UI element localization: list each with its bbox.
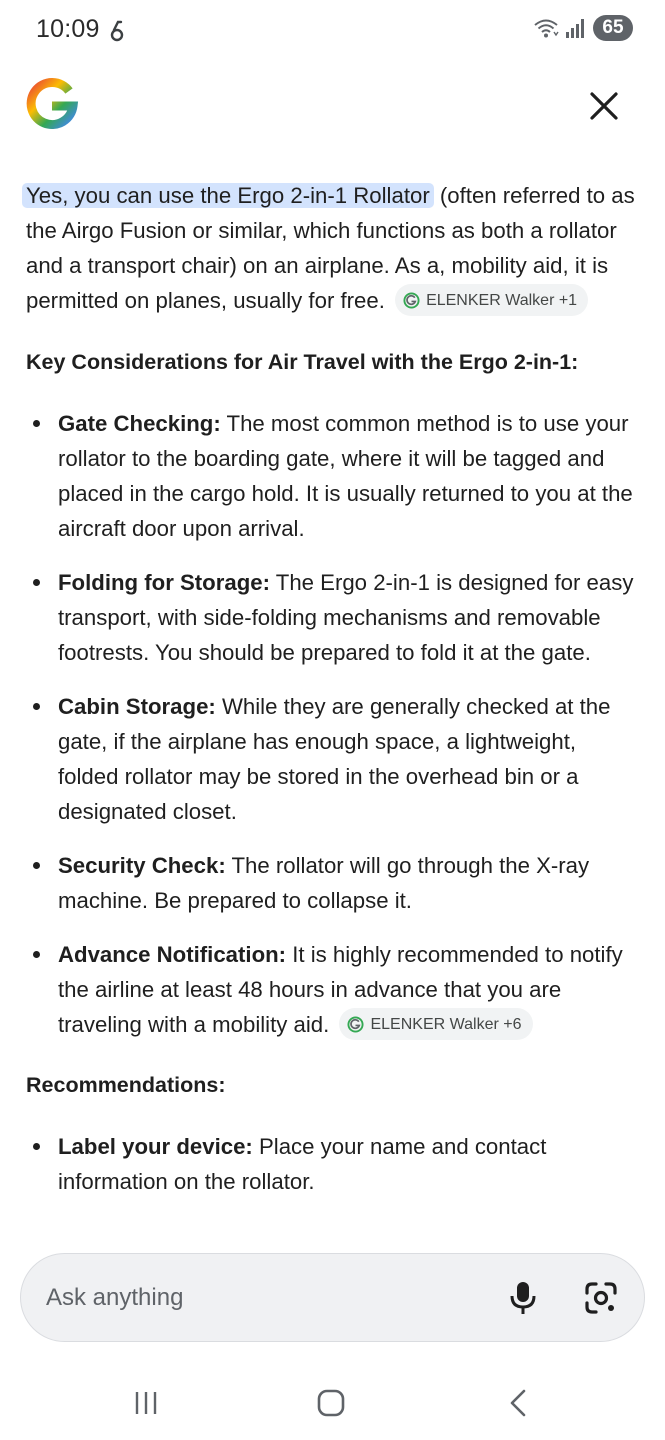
- mic-icon: [510, 1281, 536, 1315]
- section-heading: Key Considerations for Air Travel with the Ergo 2-in-1:: [26, 350, 579, 375]
- item-term: Label your device:: [58, 1134, 253, 1160]
- google-logo: [24, 76, 80, 132]
- ask-input[interactable]: Ask anything: [46, 1284, 184, 1311]
- item-text: While they are generally checked at the gate, if the airplane has enough space, a lightweight, folded rollator may be stored in the overhead bin or a designated closet.: [58, 694, 611, 825]
- item-text: The most common method is to use your rollator to the boarding gate, where it will be tagged and placed in the cargo hold. It is usually returned to you at the aircraft door upon arrival.: [58, 411, 633, 542]
- back-button[interactable]: [490, 1380, 546, 1426]
- item-term: Folding for Storage:: [58, 570, 270, 596]
- list-item: [26, 406, 640, 546]
- item-term: Advance Notification:: [58, 942, 287, 968]
- intro-text: (often referred to as the Airgo Fusion or similar, which functions as both a rollator and a transport chair) on an airplane. As a, mobility aid, it is permitted on planes, usually for free.: [26, 183, 635, 313]
- status-time: 10:09: [36, 15, 100, 43]
- item-text: The Ergo 2-in-1 is designed for easy transport, with side-folding mechanisms and removable footrests. You should be prepared to fold it at the gate.: [58, 570, 634, 666]
- answer-content: [26, 178, 640, 1218]
- lens-button[interactable]: [579, 1276, 623, 1320]
- mic-button[interactable]: [501, 1276, 545, 1320]
- considerations-list: [26, 406, 640, 1042]
- home-button[interactable]: [303, 1380, 359, 1426]
- intro-paragraph: [26, 178, 640, 318]
- source-chip[interactable]: [339, 1008, 532, 1040]
- recent-apps-button[interactable]: [118, 1380, 174, 1426]
- back-icon: [506, 1388, 530, 1418]
- list-item: [26, 689, 640, 829]
- item-text: It is highly recommended to notify the airline at least 48 hours in advance that you are traveling with a mobility aid.: [58, 942, 623, 1038]
- home-icon: [316, 1388, 346, 1418]
- nav-bar: [0, 1360, 665, 1440]
- status-bar: [0, 0, 665, 62]
- app-header: [0, 62, 665, 152]
- signal-icon: [565, 17, 587, 39]
- list-item: [26, 1129, 640, 1199]
- source-icon: [347, 1016, 364, 1033]
- item-text: Place your name and contact information on the rollator.: [58, 1134, 547, 1195]
- intro-highlight: Yes, you can use the Ergo 2-in-1 Rollator: [22, 183, 434, 208]
- wifi-icon: [533, 16, 559, 40]
- close-button[interactable]: [580, 82, 628, 130]
- recommendations-list: [26, 1129, 640, 1199]
- source-icon: [403, 292, 420, 309]
- status-icons: [533, 15, 633, 41]
- item-term: Security Check:: [58, 853, 226, 879]
- chip-label: ELENKER Walker +6: [370, 1015, 522, 1033]
- source-chip[interactable]: [395, 284, 588, 316]
- recent-apps-icon: [132, 1389, 160, 1417]
- notification-icon: [109, 18, 125, 44]
- list-item: [26, 848, 640, 918]
- list-item: [26, 565, 640, 670]
- lens-icon: [584, 1281, 618, 1315]
- battery-icon: 65: [593, 15, 633, 41]
- ask-bar[interactable]: [20, 1253, 645, 1342]
- item-term: Cabin Storage:: [58, 694, 216, 720]
- list-item: [26, 937, 640, 1042]
- item-term: Gate Checking:: [58, 411, 221, 437]
- item-text: The rollator will go through the X-ray machine. Be prepared to collapse it.: [58, 853, 590, 914]
- section-heading: Recommendations:: [26, 1073, 226, 1098]
- chip-label: ELENKER Walker +1: [426, 291, 578, 309]
- close-icon: [589, 91, 619, 121]
